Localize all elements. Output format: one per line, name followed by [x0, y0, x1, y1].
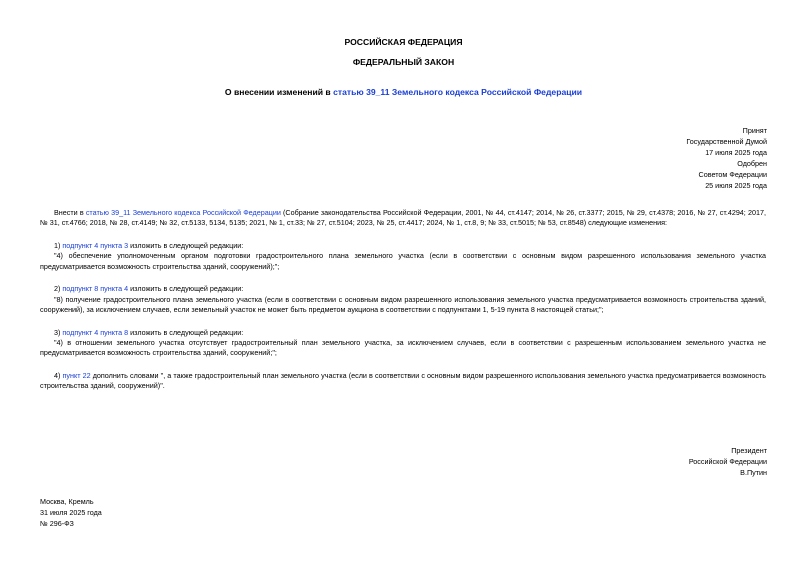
signing-date: 31 июля 2025 года	[40, 507, 102, 517]
item-2-link[interactable]: подпункт 8 пункта 4	[62, 284, 129, 294]
law-title-article-link[interactable]: статью 39_11 Земельного кодекса Российской Федерации	[333, 87, 583, 97]
intro-paragraph	[40, 208, 766, 229]
item-3-link[interactable]: подпункт 4 пункта 8	[62, 327, 129, 337]
approved-label: Одобрен	[737, 158, 767, 168]
intro-article-link[interactable]: статью 39_11 Земельного кодекса Российской Федерации	[85, 208, 281, 217]
intro-text: (Собрание законодательства Российской Федерации, 2001, № 44, ст.4147; 2014, № 26, ст.3377; 2015, № 29, ст.4378; 2016, № 27, ст.4294; 2017, № 31, ст.4766; 2018, № 28, ст.4149; № 32, ст.5133, 5134, 5135; 2021, № 1, ст.33; № 27, ст.5104; 2023, № 25, ст.4417; 2024, № 1, ст.8, 9; № 33, ст.5015; № 53, ст.8548) следующие изменения:	[40, 208, 766, 228]
item-1-text: изложить в следующей редакции:	[128, 240, 244, 250]
accepted-label: Принят	[742, 126, 767, 135]
item-1-link[interactable]: подпункт 4 пункта 3	[62, 240, 129, 250]
signer-org: Российской Федерации	[688, 456, 767, 466]
item-4-number: 4)	[54, 370, 63, 380]
item-1	[40, 241, 766, 251]
item-1-number: 1)	[54, 240, 63, 250]
signer-name: В.Путин	[740, 467, 767, 477]
intro-prefix: Внести в	[54, 208, 86, 217]
approved-date: 25 июля 2025 года	[705, 180, 767, 190]
accepted-by: Государственной Думой	[686, 136, 767, 146]
approved-by: Советом Федерации	[698, 169, 767, 179]
law-body	[40, 208, 766, 392]
signature-block	[689, 446, 767, 479]
law-title-prefix: О внесении изменений в	[224, 87, 334, 97]
item-3-text: изложить в следующей редакции:	[128, 327, 244, 337]
item-3-number: 3)	[54, 327, 63, 337]
signing-place-block	[40, 497, 102, 530]
item-2	[40, 284, 766, 294]
item-4-link[interactable]: пункт 22	[62, 370, 91, 380]
item-2-text: изложить в следующей редакции:	[128, 284, 244, 294]
item-4	[40, 371, 766, 392]
quote-2: "8) получение градостроительного плана земельного участка (если в соответствии с основным видом разрешенного использования земельного участка предусматривается возможность строительства зданий, сооружений), за исключением случаев, если земельный участок не может быть предметом аукциона в соответствии с подпунктами 1, 5-19 пункта 8 настоящей статьи;";	[40, 294, 766, 315]
item-3	[40, 328, 766, 338]
law-title	[0, 86, 807, 98]
item-4-text: дополнить словами ", а также градостроительный план земельного участка (если в соответствии с основным видом разрешенного использования земельного участка предусматривается возможность строительства зданий, сооружений)".	[40, 370, 767, 391]
law-number: № 296-ФЗ	[40, 518, 74, 528]
acceptance-block	[686, 126, 767, 192]
country-heading: РОССИЙСКАЯ ФЕДЕРАЦИЯ	[344, 37, 463, 47]
signer-title: Президент	[731, 446, 767, 455]
doc-type-heading: ФЕДЕРАЛЬНЫЙ ЗАКОН	[352, 57, 455, 67]
accepted-date: 17 июля 2025 года	[705, 147, 767, 157]
quote-1: "4) обеспечение уполномоченным органом подготовки градостроительного плана земельного участка (если в соответствии с основным видом разрешенного использования земельного участка предусматривается возможность строительства зданий, сооружений);";	[40, 251, 766, 271]
item-2-number: 2)	[54, 284, 63, 294]
quote-3: "4) в отношении земельного участка отсутствует градостроительный план земельного участка, за исключением случаев, если в соответствии с разрешенным использованием земельного участка не предусматривается возможность строительства зданий, сооружений;";	[40, 337, 766, 358]
signing-place: Москва, Кремль	[40, 497, 94, 506]
